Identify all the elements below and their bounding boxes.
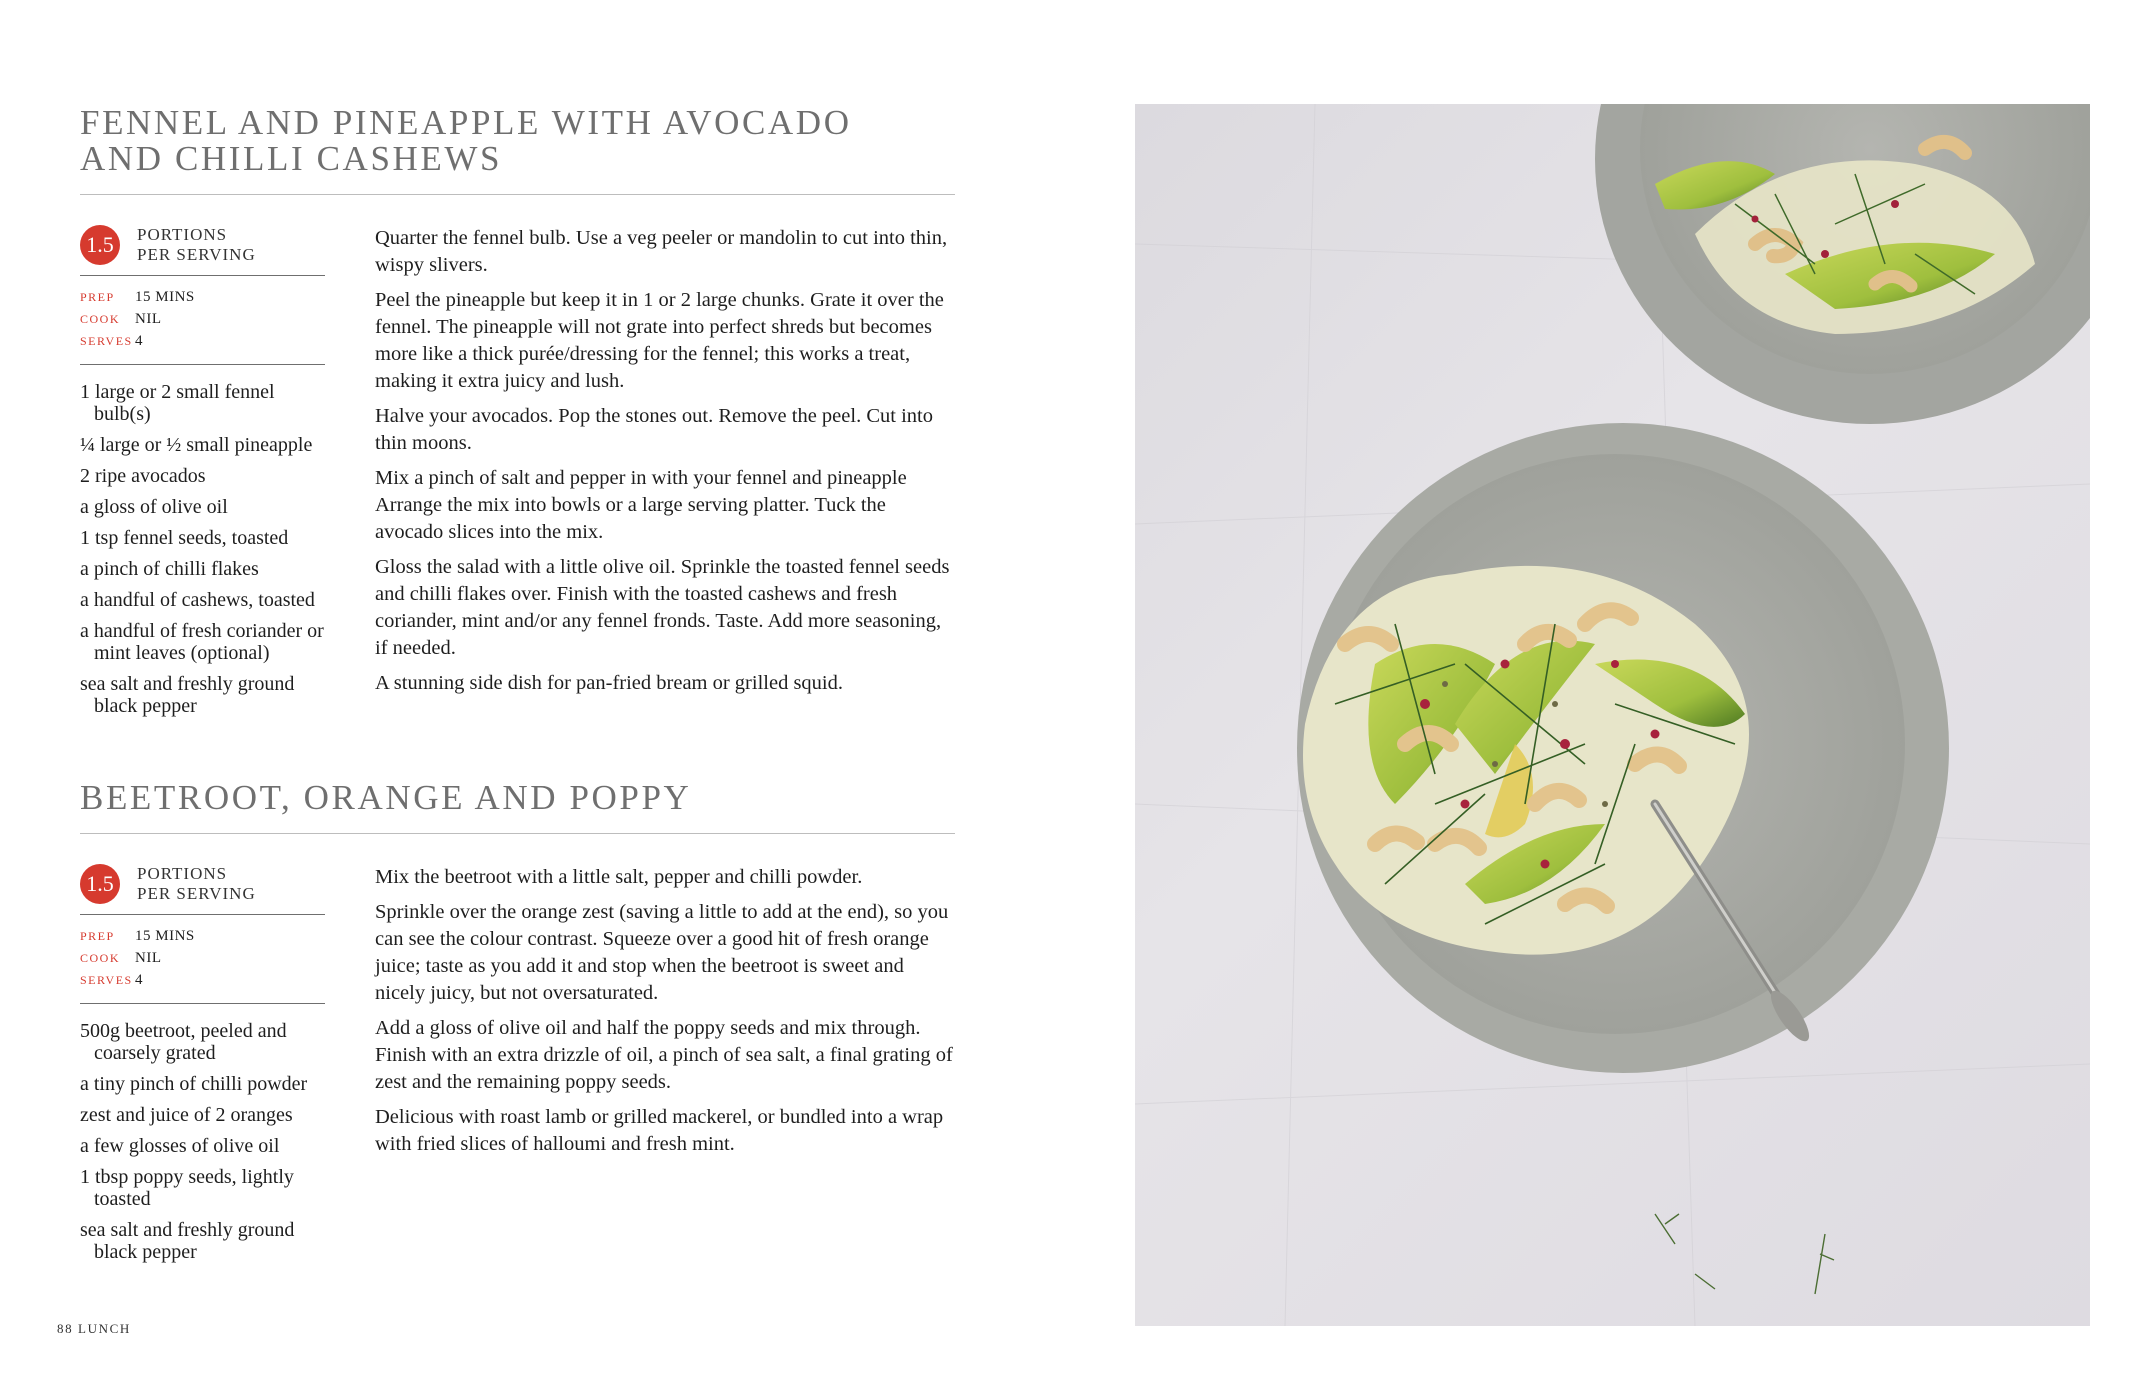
cook-value: NIL <box>135 950 162 966</box>
ingredient: sea salt and freshly ground black pepper <box>80 673 295 717</box>
ingredient: 1 large or 2 small fennel bulb(s) <box>80 381 275 425</box>
portions-badge: 1.5 <box>80 225 120 265</box>
ingredient: a handful of fresh coriander or mint leaves (optional) <box>80 620 324 664</box>
timing-block <box>80 276 325 365</box>
page-folio: 88 LUNCH <box>57 1321 131 1336</box>
method-step: Mix the beetroot with a little salt, pepper and chilli powder. <box>375 866 863 888</box>
method-step: Mix a pinch of salt and pepper in with your fennel and pineapple Arrange the mix into bowls or a large serving platter. Tuck the avocado slices into the mix. <box>375 467 907 543</box>
serves-value: 4 <box>135 972 143 988</box>
method-step: Add a gloss of olive oil and half the poppy seeds and mix through. Finish with an extra drizzle of oil, a pinch of sea salt, a final grating of zest and the remaining poppy seeds. <box>375 1017 953 1093</box>
serves-value: 4 <box>135 333 143 349</box>
timing-block <box>80 915 325 1004</box>
ingredient: a few glosses of olive oil <box>80 1135 280 1157</box>
method-step: Quarter the fennel bulb. Use a veg peeler or mandolin to cut into thin, wispy slivers. <box>375 227 948 276</box>
serves-label: SERVES <box>80 334 133 348</box>
ingredient: sea salt and freshly ground black pepper <box>80 1219 295 1263</box>
prep-value: 15 MINS <box>135 289 195 305</box>
fennel-fronds <box>1655 1214 1834 1294</box>
method-step: Halve your avocados. Pop the stones out. Remove the peel. Cut into thin moons. <box>375 405 933 454</box>
recipe-title: FENNEL AND PINEAPPLE WITH AVOCADO AND CHILLI CASHEWS <box>80 105 955 195</box>
ingredient: 2 ripe avocados <box>80 465 206 487</box>
ingredient: a tiny pinch of chilli powder <box>80 1073 308 1095</box>
ingredient: a gloss of olive oil <box>80 496 228 518</box>
portions-label: PORTIONS PER SERVING <box>137 225 256 264</box>
ingredient: a pinch of chilli flakes <box>80 558 259 580</box>
salad-photo <box>1135 104 2090 1326</box>
method-step: A stunning side dish for pan-fried bream or grilled squid. <box>375 672 843 694</box>
prep-value: 15 MINS <box>135 928 195 944</box>
ingredient: 1 tsp fennel seeds, toasted <box>80 527 289 549</box>
prep-label: PREP <box>80 290 115 304</box>
recipe-sidebar <box>80 864 325 1272</box>
recipe-fennel-pineapple <box>80 105 955 726</box>
serves-label: SERVES <box>80 973 133 987</box>
method-step: Sprinkle over the orange zest (saving a little to add at the end), so you can see the colour contrast. Squeeze over a good hit of fresh orange juice; taste as you add it and stop when the beetroot is sweet and nicely juicy, but not oversaturated. <box>375 901 949 1004</box>
method-text <box>375 864 955 1272</box>
portions-label: PORTIONS PER SERVING <box>137 864 256 903</box>
ingredient: 500g beetroot, peeled and coarsely grated <box>80 1020 287 1064</box>
portions-badge: 1.5 <box>80 864 120 904</box>
recipe-sidebar <box>80 225 325 726</box>
ingredient-list <box>80 381 325 717</box>
prep-label: PREP <box>80 929 115 943</box>
ingredient: 1 tbsp poppy seeds, lightly toasted <box>80 1166 294 1210</box>
cook-label: COOK <box>80 951 121 965</box>
ingredient: ¼ large or ½ small pineapple <box>80 434 313 456</box>
method-step: Delicious with roast lamb or grilled mackerel, or bundled into a wrap with fried slices of halloumi and fresh mint. <box>375 1106 944 1155</box>
recipe-title: BEETROOT, ORANGE AND POPPY <box>80 780 955 834</box>
method-text <box>375 225 955 726</box>
portions-block <box>80 225 325 276</box>
portions-block <box>80 864 325 915</box>
recipe-beetroot-orange <box>80 780 955 1272</box>
cook-label: COOK <box>80 312 121 326</box>
method-step: Peel the pineapple but keep it in 1 or 2 large chunks. Grate it over the fennel. The pineapple will not grate into perfect shreds but becomes more like a thick purée/dressing for the fennel; this works a treat, making it extra juicy and lush. <box>375 289 944 392</box>
ingredient-list <box>80 1020 325 1263</box>
ingredient: zest and juice of 2 oranges <box>80 1104 293 1126</box>
method-step: Gloss the salad with a little olive oil. Sprinkle the toasted fennel seeds and chilli flakes over. Finish with the toasted cashews and fresh coriander, mint and/or any fennel fronds. Taste. Add more seasoning, if needed. <box>375 556 950 659</box>
salad-illustration <box>1135 104 2090 1326</box>
cook-value: NIL <box>135 311 162 327</box>
ingredient: a handful of cashews, toasted <box>80 589 315 611</box>
